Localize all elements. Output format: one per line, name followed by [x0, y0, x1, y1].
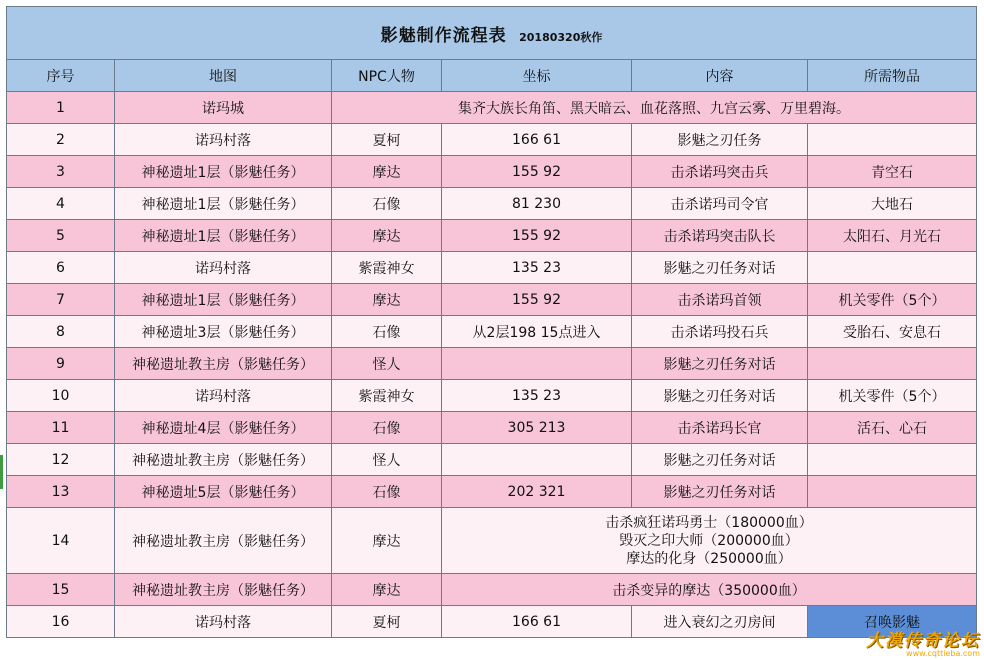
cell-items[interactable]: 机关零件（5个） [808, 380, 977, 412]
cell-no[interactable]: 13 [7, 476, 115, 508]
cell-items-selected[interactable]: 召唤影魅 [808, 606, 977, 638]
cell-no[interactable]: 4 [7, 188, 115, 220]
cell-no[interactable]: 10 [7, 380, 115, 412]
cell-coord[interactable]: 155 92 [442, 220, 632, 252]
cell-content[interactable]: 影魅之刃任务对话 [632, 444, 808, 476]
cell-map[interactable]: 神秘遗址1层（影魅任务） [115, 188, 332, 220]
table-row [7, 124, 977, 156]
cell-map[interactable]: 神秘遗址教主房（影魅任务） [115, 574, 332, 606]
header-row [7, 60, 977, 92]
cell-no[interactable]: 11 [7, 412, 115, 444]
cell-map[interactable]: 神秘遗址1层（影魅任务） [115, 156, 332, 188]
table-title-cell[interactable] [7, 7, 977, 60]
table-row [7, 476, 977, 508]
cell-content[interactable]: 击杀变异的摩达（350000血） [442, 574, 977, 606]
cell-map[interactable]: 诺玛村落 [115, 124, 332, 156]
table-row [7, 444, 977, 476]
cell-content[interactable]: 击杀诺玛首领 [632, 284, 808, 316]
cell-no[interactable]: 2 [7, 124, 115, 156]
cell-no[interactable]: 8 [7, 316, 115, 348]
cell-npc[interactable]: 摩达 [332, 574, 442, 606]
cell-items[interactable] [808, 252, 977, 284]
cell-coord[interactable]: 155 92 [442, 284, 632, 316]
table-row [7, 606, 977, 638]
cell-no[interactable]: 12 [7, 444, 115, 476]
process-table [6, 6, 977, 638]
page-title: 影魅制作流程表 [380, 25, 507, 46]
content-line: 摩达的化身（250000血） [626, 550, 792, 567]
cell-content[interactable] [442, 508, 977, 574]
cell-content[interactable]: 进入衰幻之刃房间 [632, 606, 808, 638]
cell-content[interactable]: 影魅之刃任务对话 [632, 380, 808, 412]
cell-map[interactable]: 诺玛村落 [115, 606, 332, 638]
cell-coord[interactable]: 202 321 [442, 476, 632, 508]
cell-npc[interactable]: 紫霞神女 [332, 380, 442, 412]
header-items[interactable]: 所需物品 [808, 60, 977, 92]
cell-npc[interactable]: 摩达 [332, 508, 442, 574]
cell-content[interactable]: 击杀诺玛司令官 [632, 188, 808, 220]
table-row [7, 252, 977, 284]
cell-content[interactable]: 影魅之刃任务对话 [632, 252, 808, 284]
row-selection-marker [0, 455, 3, 489]
cell-npc[interactable]: 石像 [332, 412, 442, 444]
cell-map[interactable]: 神秘遗址1层（影魅任务） [115, 220, 332, 252]
cell-npc[interactable]: 石像 [332, 476, 442, 508]
table-row [7, 508, 977, 574]
cell-items[interactable]: 受胎石、安息石 [808, 316, 977, 348]
cell-no[interactable]: 6 [7, 252, 115, 284]
cell-items[interactable] [808, 444, 977, 476]
cell-content[interactable]: 影魅之刃任务对话 [632, 348, 808, 380]
cell-content[interactable]: 影魅之刃任务 [632, 124, 808, 156]
table-row [7, 316, 977, 348]
cell-npc[interactable]: 夏柯 [332, 124, 442, 156]
header-no[interactable]: 序号 [7, 60, 115, 92]
cell-npc[interactable]: 紫霞神女 [332, 252, 442, 284]
cell-map[interactable]: 神秘遗址5层（影魅任务） [115, 476, 332, 508]
cell-map[interactable]: 诺玛城 [115, 92, 332, 124]
cell-npc[interactable]: 摩达 [332, 284, 442, 316]
table-row [7, 284, 977, 316]
cell-map[interactable]: 神秘遗址教主房（影魅任务） [115, 348, 332, 380]
cell-items[interactable] [808, 348, 977, 380]
header-npc[interactable]: NPC人物 [332, 60, 442, 92]
cell-npc[interactable]: 怪人 [332, 444, 442, 476]
cell-coord[interactable]: 166 61 [442, 606, 632, 638]
cell-items[interactable]: 活石、心石 [808, 412, 977, 444]
cell-map[interactable]: 神秘遗址1层（影魅任务） [115, 284, 332, 316]
cell-npc[interactable]: 摩达 [332, 220, 442, 252]
cell-no[interactable]: 16 [7, 606, 115, 638]
cell-content[interactable]: 击杀诺玛长官 [632, 412, 808, 444]
cell-coord[interactable] [442, 348, 632, 380]
table-row [7, 220, 977, 252]
cell-content[interactable]: 击杀诺玛投石兵 [632, 316, 808, 348]
cell-items[interactable]: 青空石 [808, 156, 977, 188]
cell-no[interactable]: 5 [7, 220, 115, 252]
cell-npc[interactable]: 怪人 [332, 348, 442, 380]
cell-coord[interactable] [442, 444, 632, 476]
table-row [7, 348, 977, 380]
content-line: 击杀疯狂诺玛勇士（180000血） [605, 514, 813, 531]
header-coord[interactable]: 坐标 [442, 60, 632, 92]
cell-npc[interactable]: 石像 [332, 188, 442, 220]
table-row [7, 380, 977, 412]
cell-coord[interactable]: 305 213 [442, 412, 632, 444]
cell-map[interactable]: 诺玛村落 [115, 380, 332, 412]
cell-items[interactable] [808, 124, 977, 156]
page-subtitle: 20180320秋作 [519, 30, 603, 44]
cell-items[interactable] [808, 476, 977, 508]
cell-npc[interactable]: 夏柯 [332, 606, 442, 638]
cell-content[interactable]: 影魅之刃任务对话 [632, 476, 808, 508]
cell-npc[interactable]: 石像 [332, 316, 442, 348]
cell-items[interactable]: 机关零件（5个） [808, 284, 977, 316]
cell-map[interactable]: 神秘遗址教主房（影魅任务） [115, 508, 332, 574]
watermark-text: 大漠传奇论坛 [866, 631, 980, 651]
cell-coord[interactable]: 155 92 [442, 156, 632, 188]
cell-npc[interactable]: 摩达 [332, 156, 442, 188]
cell-no[interactable]: 7 [7, 284, 115, 316]
cell-coord[interactable]: 166 61 [442, 124, 632, 156]
cell-no[interactable]: 14 [7, 508, 115, 574]
cell-no[interactable]: 1 [7, 92, 115, 124]
cell-content[interactable]: 击杀诺玛突击队长 [632, 220, 808, 252]
table-row [7, 156, 977, 188]
cell-map[interactable]: 神秘遗址3层（影魅任务） [115, 316, 332, 348]
cell-coord[interactable]: 从2层198 15点进入 [442, 316, 632, 348]
cell-map[interactable]: 神秘遗址4层（影魅任务） [115, 412, 332, 444]
cell-no[interactable]: 15 [7, 574, 115, 606]
cell-map[interactable]: 神秘遗址教主房（影魅任务） [115, 444, 332, 476]
watermark-url: www.cqttieba.com [906, 649, 980, 658]
cell-no[interactable]: 9 [7, 348, 115, 380]
cell-items[interactable]: 太阳石、月光石 [808, 220, 977, 252]
table-row [7, 412, 977, 444]
table-row [7, 92, 977, 124]
header-map[interactable]: 地图 [115, 60, 332, 92]
content-line: 毁灭之印大师（200000血） [619, 532, 799, 549]
cell-coord[interactable]: 135 23 [442, 380, 632, 412]
cell-items[interactable]: 大地石 [808, 188, 977, 220]
cell-no[interactable]: 3 [7, 156, 115, 188]
table-row [7, 574, 977, 606]
table-row [7, 188, 977, 220]
cell-map[interactable]: 诺玛村落 [115, 252, 332, 284]
cell-coord[interactable]: 81 230 [442, 188, 632, 220]
header-content[interactable]: 内容 [632, 60, 808, 92]
cell-coord[interactable]: 135 23 [442, 252, 632, 284]
cell-content[interactable]: 集齐大族长角笛、黑天暗云、血花落照、九宫云雾、万里碧海。 [332, 92, 977, 124]
cell-content[interactable]: 击杀诺玛突击兵 [632, 156, 808, 188]
